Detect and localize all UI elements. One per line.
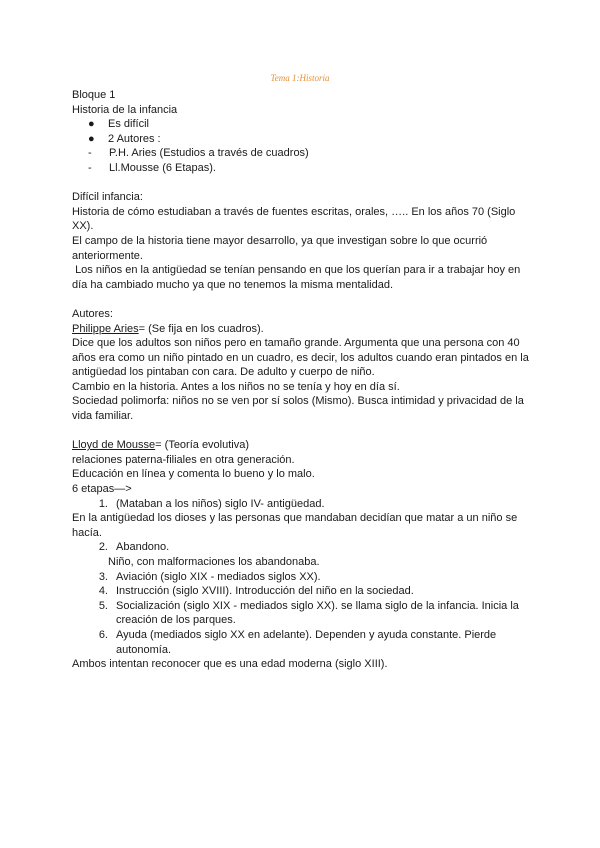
stage-number: 3. bbox=[98, 570, 108, 583]
dash-text: Ll.Mousse (6 Etapas). bbox=[109, 161, 216, 174]
stage-text: Abandono. bbox=[116, 541, 170, 554]
stage-text: Ayuda (mediados siglo XX en adelante). Dependen y ayuda constante. Pierde autonomía. bbox=[116, 628, 497, 656]
paragraph: Dice que los adultos son niños pero en tamaño grande. Argumenta que una persona con 40 años era como un niño pintado en un cuadro, es decir, los adultos cuando eran pintados en la antigüedad los pintaban con cara. De adulto y cuerpo de niño. bbox=[72, 337, 529, 379]
closing-paragraph: Ambos intentan reconocer que es una edad moderna (siglo XIII). bbox=[72, 658, 388, 671]
stage-number: 1. bbox=[98, 497, 108, 510]
stage-item bbox=[72, 628, 532, 657]
stage-text: (Mataban a los niños) siglo IV- antigüedad. bbox=[116, 497, 325, 510]
author-name: Lloyd de Mousse bbox=[72, 439, 156, 452]
bullet-marker: ● bbox=[88, 132, 95, 145]
stage-number: 2. bbox=[98, 541, 108, 554]
bullet-item bbox=[72, 117, 532, 132]
paragraph: Los niños en la antigüedad se tenían pensando en que los querían para ir a trabajar hoy en día ha cambiado mucho ya que no tenemos la misma mentalidad. bbox=[72, 264, 524, 291]
paragraph: Educación en línea y comenta lo bueno y lo malo. bbox=[72, 468, 315, 481]
dash-item bbox=[72, 161, 532, 176]
section-heading: Difícil infancia: bbox=[72, 191, 143, 204]
stage-number: 5. bbox=[98, 599, 108, 612]
section-heading: Autores: bbox=[72, 307, 113, 320]
dash-text: P.H. Aries (Estudios a través de cuadros) bbox=[109, 147, 309, 160]
bullet-text: 2 Autores : bbox=[108, 132, 161, 145]
stage-number: 6. bbox=[98, 628, 108, 641]
dash-item bbox=[72, 146, 532, 161]
paragraph: Sociedad polimorfa: niños no se ven por sí solos (Mismo). Busca intimidad y privacidad de la vida familiar. bbox=[72, 395, 524, 423]
paragraph: 6 etapas—> bbox=[72, 483, 132, 496]
bullet-item bbox=[72, 132, 532, 147]
block-title: Bloque 1 bbox=[72, 89, 116, 101]
author-note: = (Se fija en los cuadros). bbox=[138, 322, 264, 335]
stage-item bbox=[72, 584, 532, 599]
paragraph: Historia de cómo estudiaban a través de fuentes escritas, orales, ….. En los años 70 (Siglo XX). bbox=[72, 205, 516, 233]
dash-marker: - bbox=[88, 161, 92, 174]
stage-text: Aviación (siglo XIX - mediados siglos XX). bbox=[116, 570, 321, 583]
stage-note: Niño, con malformaciones los abandonaba. bbox=[108, 556, 320, 568]
stage-item bbox=[72, 540, 532, 555]
bullet-text: Es difícil bbox=[108, 118, 149, 131]
author-line bbox=[72, 438, 532, 453]
dash-marker: - bbox=[88, 147, 92, 160]
stage-text: Socialización (siglo XIX - mediados siglo XX). se llama siglo de la infancia. Inicia la creación de los parques. bbox=[116, 599, 519, 627]
author-note: = (Teoría evolutiva) bbox=[155, 439, 250, 452]
stage-item bbox=[72, 497, 532, 512]
author-line bbox=[72, 322, 532, 337]
paragraph: El campo de la historia tiene mayor desarrollo, ya que investigan sobre lo que ocurrió anteriormente. bbox=[72, 234, 488, 262]
document-body bbox=[72, 88, 532, 672]
stage-number: 4. bbox=[98, 585, 108, 598]
paragraph: relaciones paterna-filiales en otra generación. bbox=[72, 453, 295, 466]
page-header: Tema 1:Historia bbox=[270, 73, 330, 83]
stage-item bbox=[72, 570, 532, 585]
stage-text: Instrucción (siglo XVIII). Introducción del niño en la sociedad. bbox=[116, 585, 414, 598]
author-name: Philippe Aries bbox=[72, 322, 139, 335]
paragraph: En la antigüedad los dioses y las personas que mandaban decidían que matar a un niño se hacía. bbox=[72, 512, 518, 539]
stage-item bbox=[72, 599, 532, 628]
paragraph: Cambio en la historia. Antes a los niños no se tenía y hoy en día sí. bbox=[72, 380, 400, 393]
bullet-marker: ● bbox=[88, 118, 95, 131]
subtitle: Historia de la infancia bbox=[72, 103, 178, 116]
